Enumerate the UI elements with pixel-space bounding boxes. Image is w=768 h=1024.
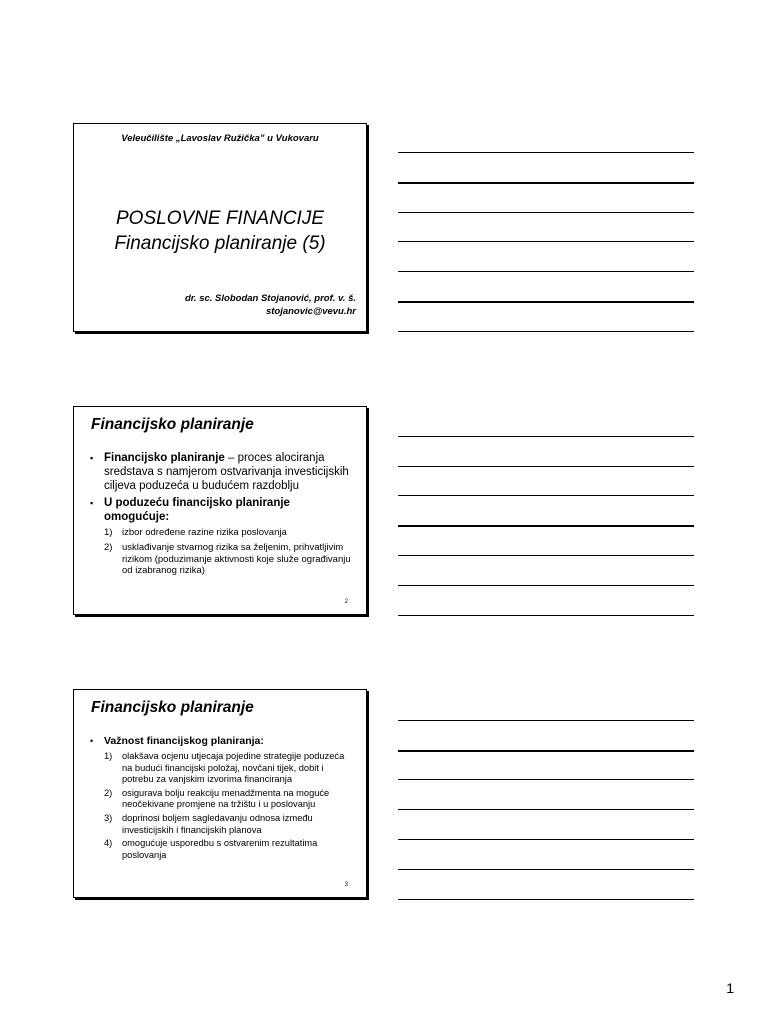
note-line [398, 495, 694, 496]
course-title: POSLOVNE FINANCIJE [116, 208, 324, 229]
bullet-text: – proces alociranja sredstava s namjerom ostvarivanja investicijskih ciljeva poduzeća u budućem razdoblju [104, 452, 349, 492]
note-line [398, 779, 694, 780]
note-line [398, 839, 694, 840]
slide-heading: Financijsko planiranje [91, 699, 254, 716]
bullet-term: Financijsko planiranje [104, 452, 225, 464]
list-item [102, 542, 356, 577]
list-item-text: izbor određene razine rizika poslovanja [122, 527, 287, 538]
slide-3-thumbnail [73, 689, 367, 898]
list-item-number: 2) [104, 787, 113, 798]
note-line [398, 720, 694, 721]
bullet-item [88, 451, 356, 493]
note-line [398, 182, 694, 184]
slide-2-thumbnail [73, 406, 367, 615]
author-name: dr. sc. Slobodan Stojanović, prof. v. š. [184, 293, 356, 304]
note-line [398, 436, 694, 437]
institution-name: Veleučilište „Lavoslav Ružička” u Vukovaru [121, 133, 319, 144]
list-item-text: omogućuje usporedbu s ostvarenim rezultatima poslovanja [122, 838, 318, 860]
bullet-square-icon: ▪ [90, 498, 94, 508]
bullet-item [88, 734, 356, 861]
note-line [398, 809, 694, 810]
bullet-list [88, 734, 356, 864]
list-item-number: 1) [104, 751, 113, 761]
slide-number: 2 [344, 599, 348, 605]
list-item [102, 788, 356, 811]
list-item-number: 2) [104, 541, 113, 553]
list-item-number: 1) [104, 527, 113, 538]
lecture-title: Financijsko planiranje (5) [114, 233, 326, 254]
note-line [398, 212, 694, 213]
note-line [398, 585, 694, 586]
note-line [398, 271, 694, 272]
slide-1-thumbnail [73, 123, 367, 332]
note-line [398, 869, 694, 870]
bullet-list [88, 451, 356, 580]
author-email: stojanovic@vevu.hr [265, 306, 356, 317]
page-number: 1 [726, 980, 734, 996]
bullet-item [88, 496, 356, 577]
note-line [398, 555, 694, 556]
list-item-text: usklađivanje stvarnog rizika sa željenim, prihvatljivim rizikom (poduzimanje aktivnosti koje služe ograđivanju od izabranog rizika) [122, 541, 351, 577]
note-line [398, 152, 694, 153]
bullet-text: Važnost financijskog planiranja: [104, 735, 264, 747]
presentation-title [74, 206, 366, 256]
bullet-dot-icon: • [90, 736, 94, 746]
list-item [102, 838, 356, 861]
note-line [398, 301, 694, 303]
list-item [102, 751, 356, 786]
author-block [185, 292, 356, 318]
note-line [398, 750, 694, 752]
note-line [398, 525, 694, 527]
list-item-text: doprinosi boljem sagledavanju odnosa između investicijskih i financijskih planova [122, 812, 313, 835]
list-item-number: 3) [104, 812, 113, 823]
list-item [102, 527, 356, 539]
slide-number: 3 [344, 882, 348, 888]
list-item-text: osigurava bolju reakciju menadžmenta na moguće neočekivane promjene na tržištu i u poslovanju [122, 787, 330, 810]
list-item [102, 813, 356, 836]
bullet-square-icon: ▪ [90, 453, 94, 463]
list-item-text: olakšava ocjenu utjecaja pojedine strategije poduzeća na budući financijski položaj, novčani tijek, dobit i potrebu za vanjskim izvorima financiranja [122, 751, 345, 785]
note-line [398, 899, 694, 900]
list-item-number: 4) [104, 838, 113, 849]
note-line [398, 615, 694, 616]
bullet-text: U poduzeću financijsko planiranje omogućuje: [104, 497, 290, 523]
note-line [398, 241, 694, 242]
numbered-list [102, 751, 356, 861]
note-line [398, 331, 694, 332]
note-line [398, 466, 694, 467]
slide-heading: Financijsko planiranje [91, 416, 254, 433]
numbered-list [102, 527, 356, 577]
